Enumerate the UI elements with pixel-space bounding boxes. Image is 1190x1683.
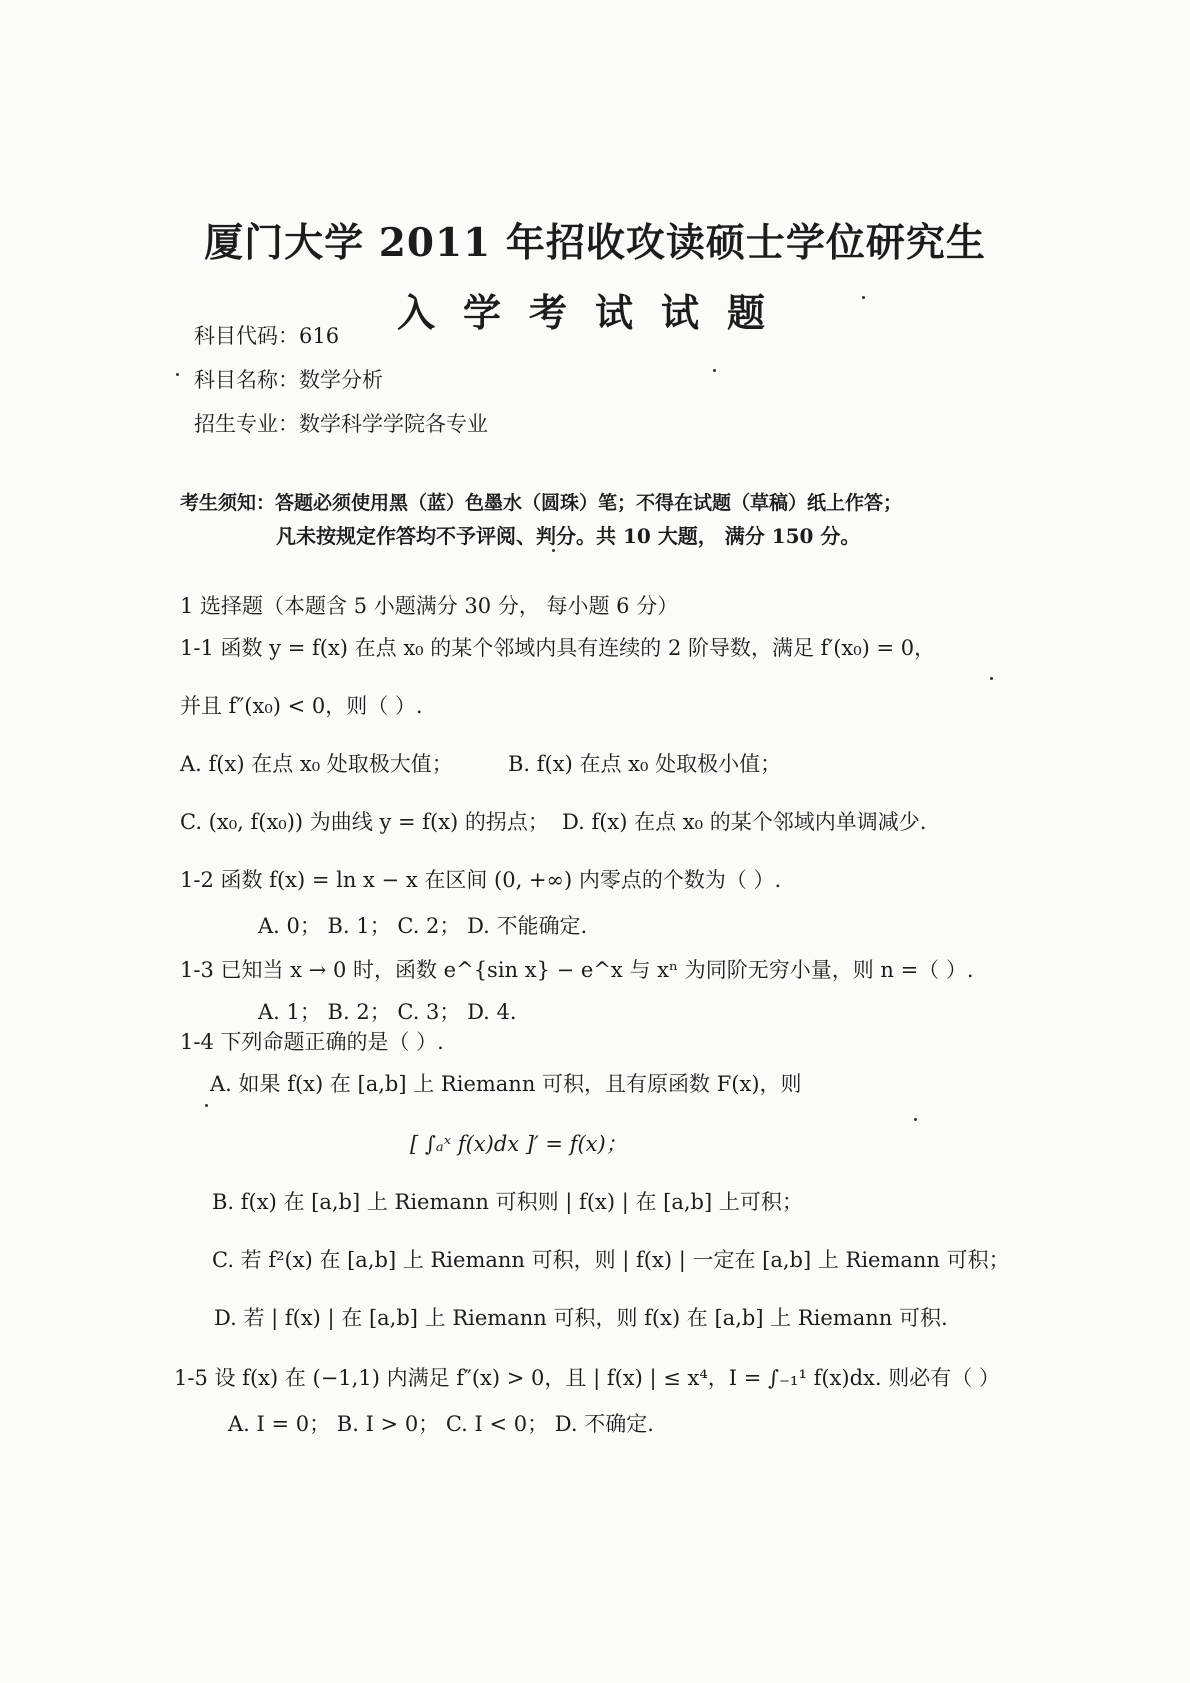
- q1-1-stem-continued: 并且 f″(x₀) < 0，则（ ）.: [180, 694, 423, 718]
- scan-speck: [552, 549, 555, 552]
- scan-speck: [914, 1118, 917, 1121]
- subject-name: 科目名称：数学分析: [194, 368, 383, 392]
- q1-2-options: A. 0； B. 1； C. 2； D. 不能确定.: [258, 914, 588, 938]
- scan-speck: [862, 296, 865, 299]
- section-1-heading: 1 选择题（本题含 5 小题满分 30 分， 每小题 6 分）: [180, 594, 679, 618]
- q1-1-option-c: C. (x₀, f(x₀)) 为曲线 y = f(x) 的拐点；: [180, 810, 549, 834]
- q1-1-option-d: D. f(x) 在点 x₀ 的某个邻域内单调减少.: [562, 810, 927, 834]
- notice-line-1: 考生须知：答题必须使用黑（蓝）色墨水（圆珠）笔；不得在试题（草稿）纸上作答；: [180, 492, 903, 514]
- q1-4-option-a: A. 如果 f(x) 在 [a,b] 上 Riemann 可积，且有原函数 F(x)，则: [210, 1072, 802, 1096]
- q1-1-option-b: B. f(x) 在点 x₀ 处取极小值；: [508, 752, 782, 776]
- scan-speck: [176, 373, 179, 376]
- notice-line-2: 凡未按规定作答均不予评阅、判分。共 10 大题， 满分 150 分。: [276, 524, 861, 548]
- exam-subtitle: 入学考试试题: [396, 290, 793, 335]
- exam-title: 厦门大学 2011 年招收攻读硕士学位研究生: [204, 220, 986, 266]
- q1-4-option-a-formula: [ ∫ₐˣ f(x)dx ]′ = f(x)；: [410, 1132, 627, 1156]
- subject-major: 招生专业：数学科学学院各专业: [194, 412, 488, 436]
- scan-speck: [713, 369, 716, 372]
- q1-1-stem: 1-1 函数 y = f(x) 在点 x₀ 的某个邻域内具有连续的 2 阶导数，满足 f′(x₀) = 0，: [180, 636, 936, 660]
- q1-5-options: A. I = 0； B. I > 0； C. I < 0； D. 不确定.: [228, 1412, 654, 1436]
- scan-speck: [990, 677, 993, 680]
- scan-speck: [205, 1104, 208, 1107]
- q1-4-option-d: D. 若 | f(x) | 在 [a,b] 上 Riemann 可积，则 f(x) 在 [a,b] 上 Riemann 可积.: [214, 1306, 948, 1330]
- q1-1-option-a: A. f(x) 在点 x₀ 处取极大值；: [180, 752, 453, 776]
- q1-3-options: A. 1； B. 2； C. 3； D. 4.: [258, 1000, 517, 1024]
- q1-3-stem: 1-3 已知当 x → 0 时，函数 e^{sin x} − e^x 与 xⁿ 为同阶无穷小量，则 n =（ ）.: [180, 958, 974, 982]
- q1-4-stem: 1-4 下列命题正确的是（ ）.: [180, 1030, 444, 1054]
- q1-5-stem: 1-5 设 f(x) 在 (−1,1) 内满足 f″(x) > 0，且 | f(x) | ≤ x⁴，I = ∫₋₁¹ f(x)dx. 则必有（ ）: [174, 1366, 1000, 1390]
- q1-2-stem: 1-2 函数 f(x) = ln x − x 在区间 (0, +∞) 内零点的个数为（ ）.: [180, 868, 782, 892]
- q1-4-option-c: C. 若 f²(x) 在 [a,b] 上 Riemann 可积，则 | f(x) | 一定在 [a,b] 上 Riemann 可积；: [212, 1248, 1010, 1272]
- subject-code: 科目代码：616: [194, 324, 340, 348]
- q1-4-option-b: B. f(x) 在 [a,b] 上 Riemann 可积则 | f(x) | 在 [a,b] 上可积；: [212, 1190, 803, 1214]
